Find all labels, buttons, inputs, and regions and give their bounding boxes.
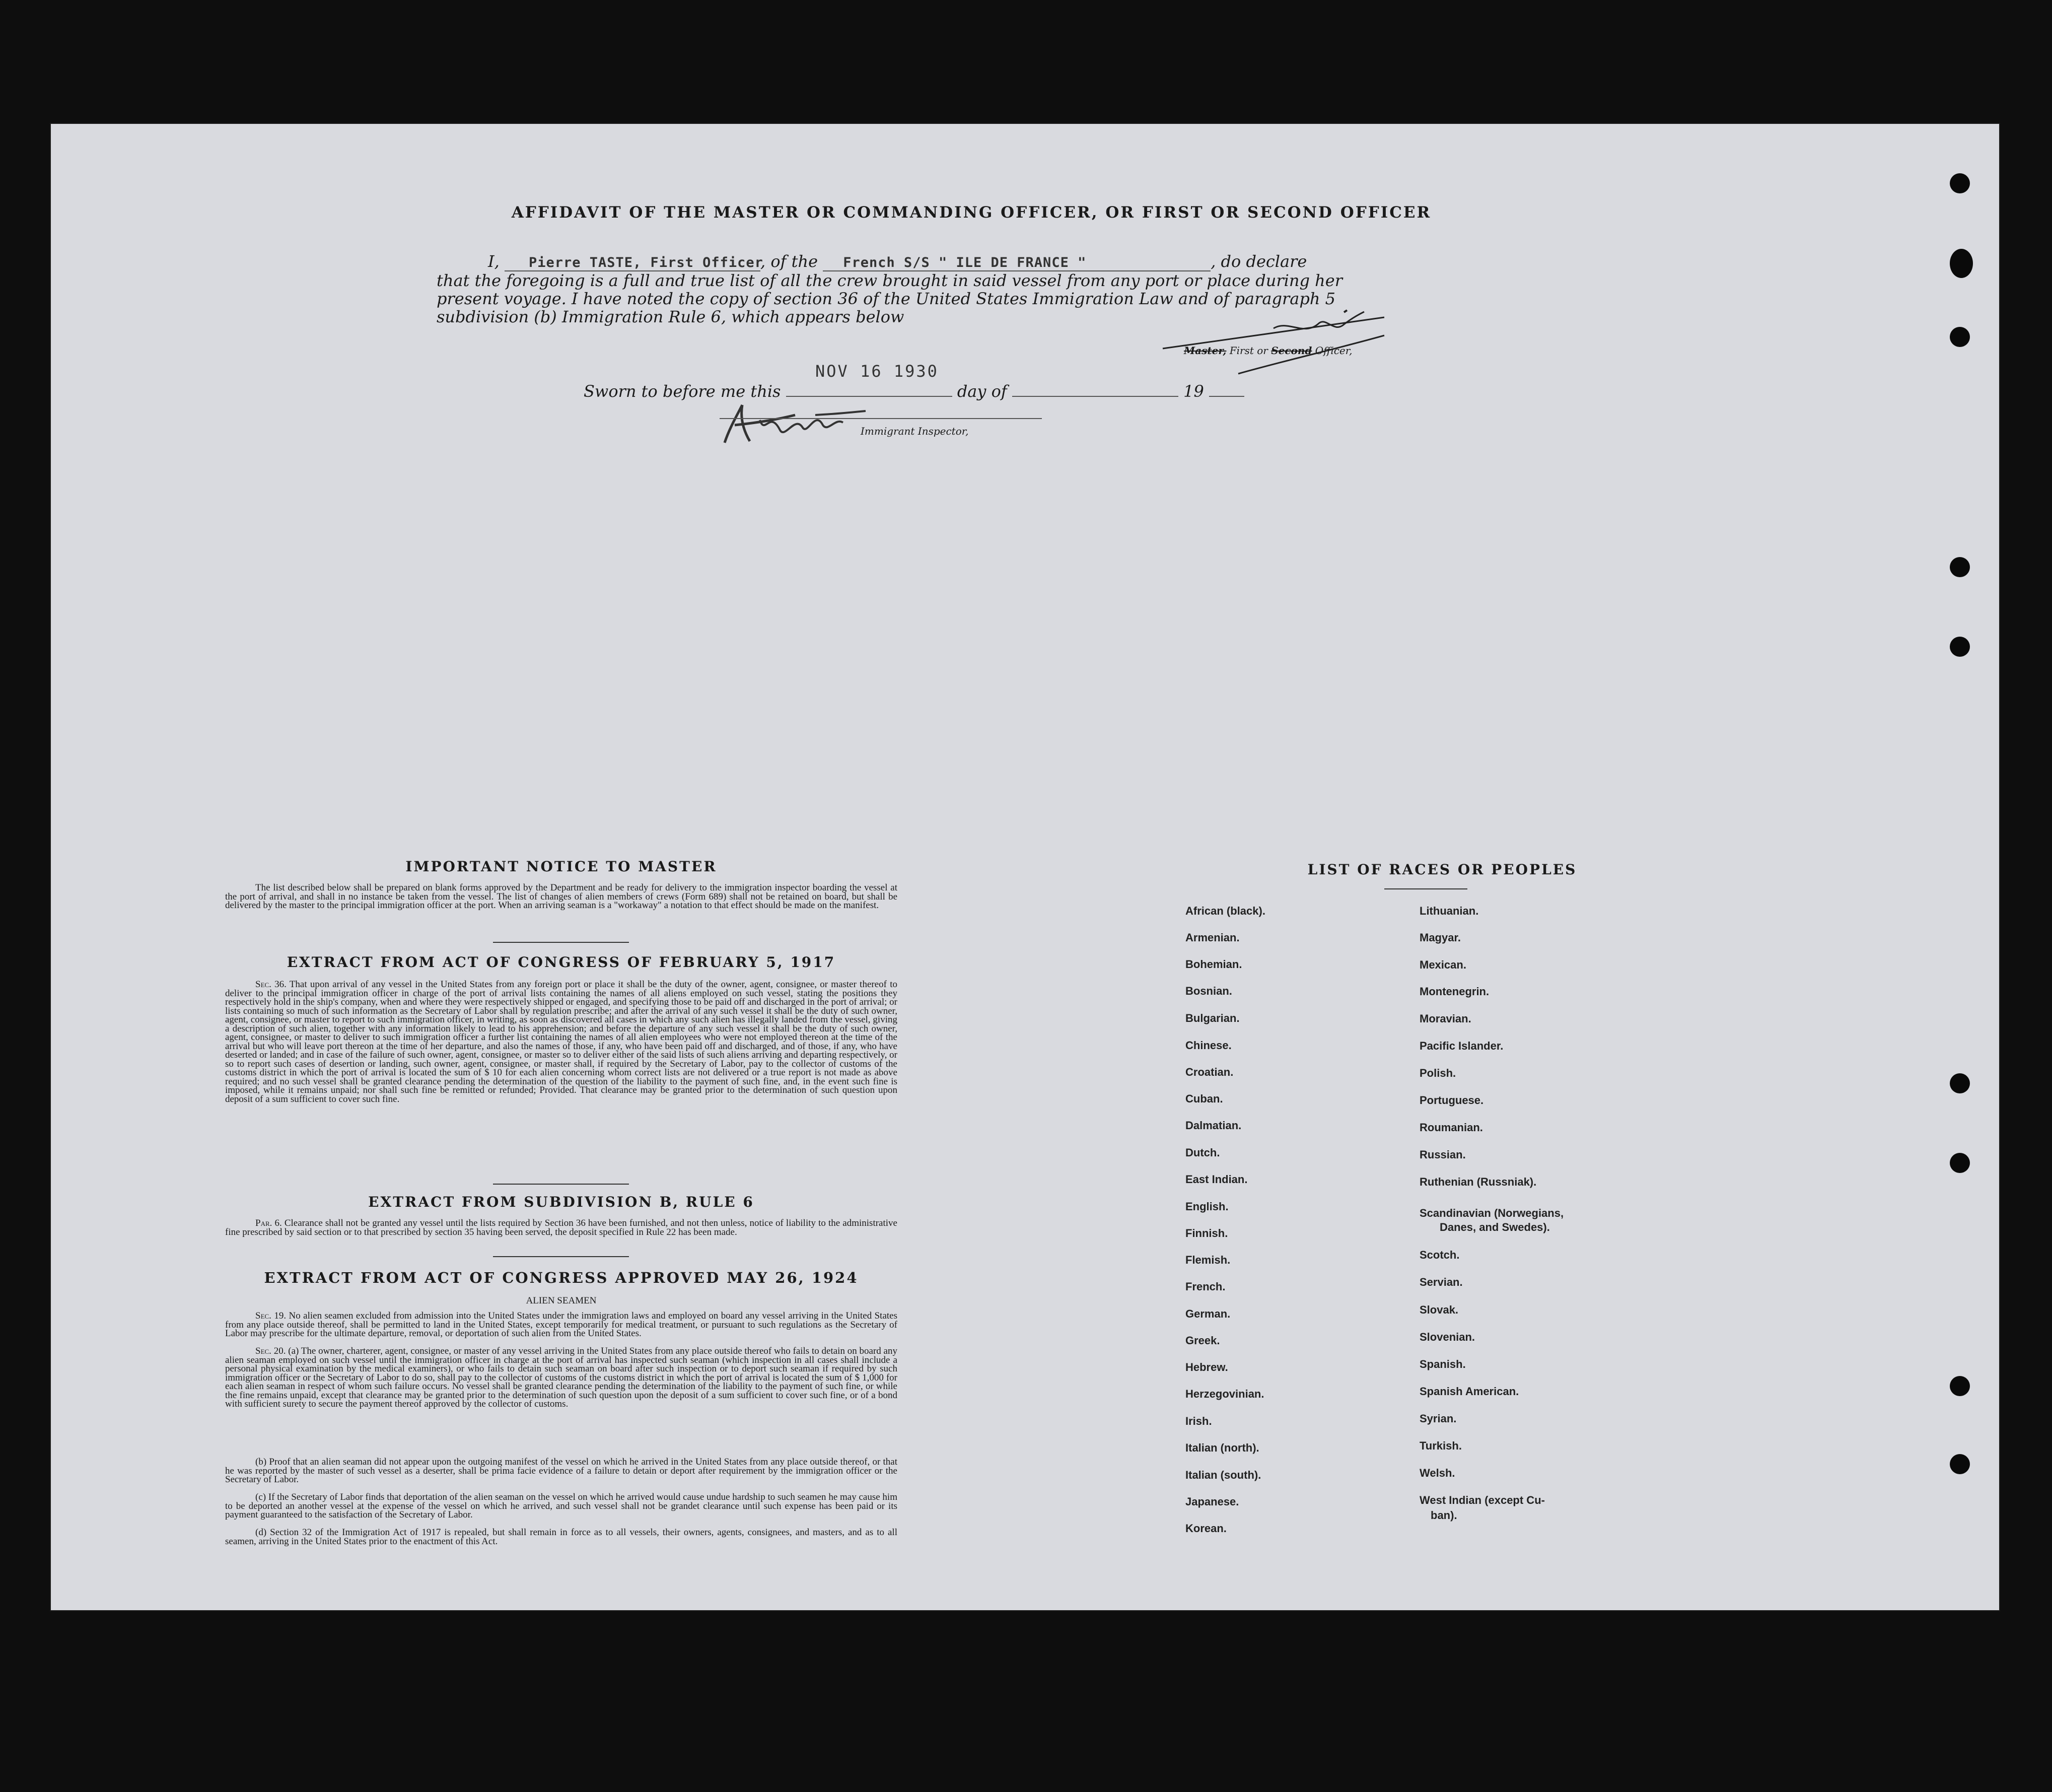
par-6-label: Par. 6.	[255, 1218, 282, 1228]
extract-1917-divider	[493, 1184, 629, 1185]
race-item: African (black).	[1185, 905, 1265, 917]
sec-20c-text	[225, 1493, 897, 1520]
punch-hole	[1950, 249, 1973, 278]
race-item: Irish.	[1185, 1415, 1212, 1427]
date-stamp: NOV 16 1930	[815, 362, 939, 381]
sec-20b-body: (b) Proof that an alien seaman did not appear upon the outgoing manifest of the vessel on which he arrived in the United States from any place outside thereof, or that he was reported by the master of such vessel as a deserter, shall be prima facie evidence of a failure to detain or deport after requirement by the immigration officer or the Secretary of Labor.	[225, 1457, 897, 1485]
rule-6-divider	[493, 1256, 629, 1257]
title-officer: Officer,	[1315, 344, 1353, 357]
signature-title	[1184, 344, 1353, 357]
race-item: Herzegovinian.	[1185, 1388, 1264, 1400]
punch-hole	[1950, 327, 1970, 347]
sec-20a-body: (a) The owner, charterer, agent, consignee, or master of any vessel arriving in the United States from any place outside thereof who fails to detain on board any alien seaman employed on such vessel until the immigration officer in charge at the port of arrival has inspected such seaman (which inspection in all cases shall include a personal physical examination by the medical examiners), or who fails to detain such seaman on board after such inspection or to deport such seaman if required by such immigration officer or the Secretary of Labor to do so, shall pay to the collector of customs of the customs district in which the port of arrival is located the sum of $ 1,000 for each alien seaman in respect of whom such failure occurs. No vessel shall be granted clearance pending the determination of the liability to the payment of such fine, or while the fine remains unpaid, except that clearance may be granted prior to the determination of such question upon the deposit of a sum sufficient to cover such fine, or of a bond with sufficient surety to secure the payment thereof approved by the collector of customs.	[225, 1346, 897, 1409]
sworn-label: Sworn to before me this	[584, 382, 781, 401]
races-title: LIST OF RACES OR PEOPLES	[1307, 861, 1577, 878]
race-item: Japanese.	[1185, 1495, 1239, 1508]
race-item: Slovenian.	[1420, 1331, 1475, 1343]
title-first: First or	[1229, 344, 1268, 357]
race-item: Spanish.	[1420, 1358, 1466, 1370]
race-item: Magyar.	[1420, 931, 1461, 944]
notice-text	[225, 883, 897, 910]
races-divider	[1384, 888, 1467, 889]
sec-19-label: Sec. 19.	[255, 1311, 287, 1321]
race-item: Syrian.	[1420, 1412, 1457, 1425]
affidavit-of-the: , of the	[760, 252, 818, 271]
master-signature	[1122, 309, 1404, 375]
race-item: Scotch.	[1420, 1249, 1460, 1261]
race-item: Dutch.	[1185, 1146, 1220, 1159]
affidavit-title: AFFIDAVIT OF THE MASTER OR COMMANDING OFFICER, OR FIRST OR SECOND OFFICER	[511, 203, 1432, 222]
race-item: Montenegrin.	[1420, 985, 1490, 998]
notice-title: IMPORTANT NOTICE TO MASTER	[405, 858, 717, 875]
day-of-label: day of	[957, 382, 1007, 401]
sec-20-label: Sec. 20.	[255, 1346, 286, 1356]
race-item: Danes, and Swedes).	[1440, 1221, 1550, 1233]
race-item: Flemish.	[1185, 1254, 1231, 1266]
race-item: East Indian.	[1185, 1173, 1248, 1186]
affidavit-line-1	[488, 252, 1307, 271]
sworn-month-field	[1012, 396, 1178, 397]
race-item: Portuguese.	[1420, 1094, 1484, 1107]
title-second: Second	[1271, 344, 1312, 357]
race-item: Polish.	[1420, 1067, 1456, 1079]
race-item: Armenian.	[1185, 931, 1240, 944]
race-item: ban).	[1431, 1509, 1457, 1522]
race-item: Greek.	[1185, 1334, 1220, 1347]
inspector-signature	[715, 400, 876, 450]
race-item: Chinese.	[1185, 1039, 1232, 1052]
race-item: Dalmatian.	[1185, 1119, 1242, 1132]
race-item: German.	[1185, 1307, 1231, 1320]
rule-6-text	[225, 1219, 897, 1236]
race-item: Slovak.	[1420, 1303, 1459, 1316]
race-item: Pacific Islander.	[1420, 1040, 1504, 1052]
race-item: Turkish.	[1420, 1439, 1462, 1452]
affidavit-i: I,	[488, 252, 500, 271]
race-item: English.	[1185, 1200, 1229, 1213]
race-item: Ruthenian (Russniak).	[1420, 1176, 1537, 1188]
race-item: Hebrew.	[1185, 1361, 1228, 1373]
notice-body: The list described below shall be prepared on blank forms approved by the Department and be ready for delivery to the immigration inspector boarding the vessel at the port of arrival, and shall in no instance be taken from the vessel. The list of changes of alien members of crews (Form 689) shall not be retained on board, but shall be delivered by the master to the principal immigration officer at the port. When an arriving seaman is a "workaway" a notation to that effect should be made on the manifest.	[225, 882, 897, 911]
race-item: Croatian.	[1185, 1066, 1234, 1078]
sworn-year-field	[1209, 396, 1244, 397]
punch-hole	[1950, 637, 1970, 657]
race-item: Servian.	[1420, 1276, 1463, 1288]
race-item: French.	[1185, 1280, 1226, 1293]
sworn-day-field	[786, 396, 952, 397]
year-prefix: 19	[1183, 382, 1204, 401]
alien-seamen-subtitle: ALIEN SEAMEN	[526, 1295, 597, 1306]
race-item: Spanish American.	[1420, 1385, 1519, 1398]
race-item: Italian (south).	[1185, 1469, 1261, 1481]
race-item: Lithuanian.	[1420, 905, 1479, 917]
sworn-line	[584, 382, 1244, 401]
officer-name-field: Pierre TASTE, First Officer	[505, 255, 760, 271]
affidavit-line-3: present voyage. I have noted the copy of section 36 of the United States Immigration Law and of paragraph 5	[437, 289, 1335, 308]
extract-1917-text	[225, 980, 897, 1104]
race-item: Finnish.	[1185, 1227, 1228, 1239]
sec-19-text	[225, 1312, 897, 1338]
sec-20a-text	[225, 1347, 897, 1409]
race-item: Korean.	[1185, 1522, 1227, 1535]
affidavit-line-4: subdivision (b) Immigration Rule 6, which appears below	[437, 307, 904, 326]
race-item: Bohemian.	[1185, 958, 1242, 971]
sec-20d-text	[225, 1528, 897, 1546]
punch-hole	[1950, 173, 1970, 193]
race-item: Mexican.	[1420, 958, 1466, 971]
punch-hole	[1950, 1376, 1970, 1396]
extract-1917-body: That upon arrival of any vessel in the United States from any foreign port or place it shall be the duty of the owner, agent, consignee, or master thereof to deliver to the principal immigration officer in charge of the port of arrival lists containing the names of all aliens employed on such vessel, stating the positions they respectively hold in the ship's company, when and where they were respectively shipped or engaged, and specifying those to be paid off and discharged in the port of arrival; or lists containing so much of such information as the Secretary of Labor shall by regulation prescribe; and after the arrival of any such vessel it shall be the duty of such owner, agent, consignee, or master to report to such immigration officer, in writing, as soon as discovered all cases in which any such alien has illegally landed from the vessel, giving a description of such alien, together with any information likely to lead to his apprehension; and before the departure of any such vessel it shall be the duty of such owner, agent, consignee, or master to deliver to such immigration officer a further list containing the names of all alien employees who were not employed thereon at the time of the arrival but who will leave port thereon at the time of her departure, and also the names of those, if any, who have been paid off and discharged, and of those, if any, who have deserted or landed; and in case of the failure of such owner, agent, consignee, or master so to deliver either of the said lists of such aliens arriving and departing respectively, or so to report such cases of desertion or landing, such owner, agent, consignee, or master shall, if required by the Secretary of Labor, pay to the collector of customs of the customs district in which the port of arrival is located the sum of $ 10 for each alien concerning whom correct lists are not delivered or a true report is not made as above required; and no such vessel shall be granted clearance pending the determination of the question of the liability to the payment of such fine, and, in the event such fine is imposed, while it remains unpaid; nor shall such fine be remitted or refunded; Provided. That clearance may be granted prior to the determination of such question upon deposit of a sum sufficient to cover such fine.	[225, 979, 897, 1105]
race-item: Bosnian.	[1185, 985, 1232, 997]
title-master: Master,	[1184, 344, 1227, 357]
race-item: Roumanian.	[1420, 1121, 1483, 1134]
rule-6-title: EXTRACT FROM SUBDIVISION B, RULE 6	[368, 1194, 754, 1210]
extract-1924-title: EXTRACT FROM ACT OF CONGRESS APPROVED MAY 26, 1924	[264, 1269, 859, 1286]
punch-hole	[1950, 1454, 1970, 1474]
punch-hole	[1950, 1073, 1970, 1093]
race-item: Bulgarian.	[1185, 1012, 1240, 1024]
vessel-name-field: French S/S " ILE DE FRANCE "	[823, 255, 1211, 271]
race-item: Russian.	[1420, 1148, 1466, 1161]
affidavit-line-2: that the foregoing is a full and true list of all the crew brought in said vessel from any port or place during her	[437, 271, 1342, 290]
race-item: Cuban.	[1185, 1092, 1223, 1105]
race-item: Moravian.	[1420, 1012, 1471, 1025]
race-item: West Indian (except Cu-	[1420, 1494, 1545, 1506]
document-page	[50, 123, 2000, 1611]
race-item: Welsh.	[1420, 1467, 1455, 1479]
punch-hole	[1950, 1153, 1970, 1173]
rule-6-body: Clearance shall not be granted any vessel until the lists required by Section 36 have been furnished, and not then unless, notice of liability to the administrative fine prescribed by said section or to that prescribed by section 35 having been served, the deposit specified in Rule 22 has been made.	[225, 1218, 897, 1237]
punch-hole	[1950, 557, 1970, 577]
sec-20b-text	[225, 1458, 897, 1484]
sec-36-label: Sec. 36.	[255, 979, 287, 990]
inspector-label: Immigrant Inspector,	[861, 425, 969, 437]
notice-divider	[493, 942, 629, 943]
extract-1917-title: EXTRACT FROM ACT OF CONGRESS OF FEBRUARY 5, 1917	[287, 954, 836, 971]
affidavit-do-declare: , do declare	[1211, 252, 1307, 271]
sec-20c-body: (c) If the Secretary of Labor finds that deportation of the alien seaman on the vessel on which he arrived would cause undue hardship to such seamen he may cause him to be deported an another vessel at the expense of the vessel on which he arrived, and such vessel shall not be grandet clearance until such expense has been paid or its payment guaranteed to the satisfaction of the Secretary of Labor.	[225, 1492, 897, 1520]
race-item: Scandinavian (Norwegians,	[1420, 1207, 1564, 1219]
race-item: Italian (north).	[1185, 1441, 1259, 1454]
inspector-rule	[720, 418, 1042, 419]
sec-20d-body: (d) Section 32 of the Immigration Act of 1917 is repealed, but shall remain in force as to all vessels, their owners, agents, consignees, and masters, and as to all seamen, arriving in the United States prior to the enactment of this Act.	[225, 1527, 897, 1547]
sec-19-body: No alien seamen excluded from admission into the United States under the immigration laws and employed on board any vessel arriving in the United States from any place outside thereof, shall be permitted to land in the United States, except temporarily for medical treatment, or pursuant to such regulations as the Secretary of Labor may prescribe for the ultimate departure, removal, or deportation of such alien from the United States.	[225, 1311, 897, 1339]
